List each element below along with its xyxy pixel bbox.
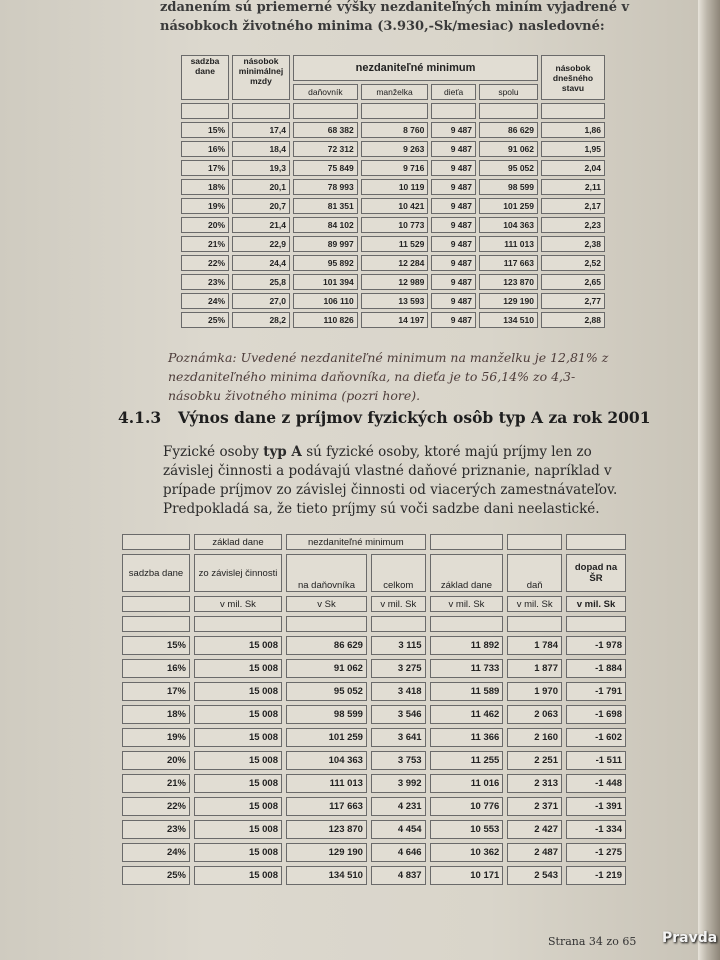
t1-cell-wife: 11 529 xyxy=(361,236,429,252)
t2-cell-tax: 2 543 xyxy=(507,866,562,885)
t1-cell-mult: 21,4 xyxy=(232,217,290,233)
t1-row xyxy=(181,236,605,252)
t2-cell-impact: -1 698 xyxy=(566,705,626,724)
t1-cell-rate: 17% xyxy=(181,160,229,176)
t1-cell-ratio: 2,38 xyxy=(541,236,605,252)
t1-cell-wife: 10 119 xyxy=(361,179,429,195)
t2-row xyxy=(122,751,626,770)
t2-cell-impact: -1 334 xyxy=(566,820,626,839)
t2-unit: v mil. Sk xyxy=(507,596,562,612)
t1-cell-rate: 25% xyxy=(181,312,229,328)
t1-cell-mult: 27,0 xyxy=(232,293,290,309)
t1-row xyxy=(181,141,605,157)
t2-header-dependent: zo závislej činnosti xyxy=(194,554,282,592)
t1-cell-wife: 9 263 xyxy=(361,141,429,157)
t1-cell-mult: 22,9 xyxy=(232,236,290,252)
t1-cell-mult: 19,3 xyxy=(232,160,290,176)
t1-cell-child: 9 487 xyxy=(431,293,476,309)
t2-cell-per: 98 599 xyxy=(286,705,367,724)
t2-cell-rate: 17% xyxy=(122,682,190,701)
t1-cell-mult: 28,2 xyxy=(232,312,290,328)
t1-row xyxy=(181,122,605,138)
t2-cell-dep: 15 008 xyxy=(194,797,282,816)
t2-cell-tax: 2 063 xyxy=(507,705,562,724)
t2-header-total: celkom xyxy=(371,554,426,592)
section-paragraph xyxy=(163,443,633,519)
t2-cell-impact: -1 602 xyxy=(566,728,626,747)
t1-cell-mult: 20,1 xyxy=(232,179,290,195)
t2-unit: v mil. Sk xyxy=(194,596,282,612)
t2-cell-tot: 3 753 xyxy=(371,751,426,770)
t2-cell-rate: 22% xyxy=(122,797,190,816)
t2-cell-tax: 1 970 xyxy=(507,682,562,701)
t1-cell-ratio: 1,95 xyxy=(541,141,605,157)
t2-cell-dep: 15 008 xyxy=(194,751,282,770)
t2-cell-base: 10 362 xyxy=(430,843,504,862)
t2-cell-tax: 2 313 xyxy=(507,774,562,793)
t2-cell-base: 11 733 xyxy=(430,659,504,678)
t1-cell-wife: 13 593 xyxy=(361,293,429,309)
t2-cell-per: 129 190 xyxy=(286,843,367,862)
intro-text: zdanením sú priemerné výšky nezdaniteľných miním vyjadrené v násobkoch životného minima (3.930,-Sk/mesiac) nasledovné: xyxy=(160,0,630,34)
t1-row xyxy=(181,255,605,271)
t1-cell-wife: 10 421 xyxy=(361,198,429,214)
t2-cell-rate: 15% xyxy=(122,636,190,655)
t2-cell-rate: 16% xyxy=(122,659,190,678)
t1-cell-total: 123 870 xyxy=(479,274,538,290)
t1-header-multiple-min-wage: násobok minimálnej mzdy xyxy=(232,55,290,100)
t1-cell-rate: 20% xyxy=(181,217,229,233)
t2-cell-tax: 2 427 xyxy=(507,820,562,839)
t1-header-total: spolu xyxy=(479,84,538,100)
t2-cell-impact: -1 275 xyxy=(566,843,626,862)
t1-cell-rate: 23% xyxy=(181,274,229,290)
t2-cell-tax: 1 784 xyxy=(507,636,562,655)
section-heading xyxy=(118,408,650,427)
t1-cell-ratio: 2,11 xyxy=(541,179,605,195)
t1-cell-mult: 17,4 xyxy=(232,122,290,138)
t2-cell-dep: 15 008 xyxy=(194,774,282,793)
tax-yield-table xyxy=(118,530,630,889)
t2-header-tax-base: základ dane xyxy=(430,554,504,592)
t2-cell-impact: -1 219 xyxy=(566,866,626,885)
t1-cell-child: 9 487 xyxy=(431,179,476,195)
t1-cell-taxpayer: 101 394 xyxy=(293,274,358,290)
t2-cell-per: 134 510 xyxy=(286,866,367,885)
t1-cell-taxpayer: 84 102 xyxy=(293,217,358,233)
t1-cell-child: 9 487 xyxy=(431,274,476,290)
t1-row xyxy=(181,274,605,290)
paragraph-bold: typ A xyxy=(263,444,302,460)
t1-row xyxy=(181,312,605,328)
t2-header-impact: dopad na ŠR xyxy=(566,554,626,592)
t1-cell-taxpayer: 110 826 xyxy=(293,312,358,328)
t1-cell-taxpayer: 89 997 xyxy=(293,236,358,252)
t1-cell-wife: 9 716 xyxy=(361,160,429,176)
t2-cell-per: 91 062 xyxy=(286,659,367,678)
t1-cell-total: 111 013 xyxy=(479,236,538,252)
t2-cell-tot: 4 646 xyxy=(371,843,426,862)
t2-cell-rate: 18% xyxy=(122,705,190,724)
t2-cell-dep: 15 008 xyxy=(194,843,282,862)
t1-cell-wife: 12 989 xyxy=(361,274,429,290)
t2-cell-tot: 3 418 xyxy=(371,682,426,701)
t2-unit: v mil. Sk xyxy=(430,596,504,612)
t1-cell-total: 86 629 xyxy=(479,122,538,138)
t2-cell-dep: 15 008 xyxy=(194,705,282,724)
t2-cell-tax: 2 160 xyxy=(507,728,562,747)
t2-spacer-row xyxy=(122,616,626,632)
t1-cell-rate: 24% xyxy=(181,293,229,309)
t2-cell-base: 11 462 xyxy=(430,705,504,724)
page-footer: Strana 34 zo 65 xyxy=(548,935,637,948)
t1-cell-taxpayer: 106 110 xyxy=(293,293,358,309)
t2-row xyxy=(122,705,626,724)
t2-cell-dep: 15 008 xyxy=(194,820,282,839)
t1-cell-total: 95 052 xyxy=(479,160,538,176)
t2-cell-dep: 15 008 xyxy=(194,682,282,701)
t1-cell-taxpayer: 72 312 xyxy=(293,141,358,157)
t1-header-child: dieťa xyxy=(431,84,476,100)
t2-cell-per: 111 013 xyxy=(286,774,367,793)
t1-cell-rate: 15% xyxy=(181,122,229,138)
t2-body xyxy=(122,636,626,885)
t2-cell-per: 104 363 xyxy=(286,751,367,770)
t2-cell-rate: 21% xyxy=(122,774,190,793)
t1-cell-total: 129 190 xyxy=(479,293,538,309)
t1-spacer-row xyxy=(181,103,605,119)
t1-cell-mult: 24,4 xyxy=(232,255,290,271)
t1-cell-wife: 12 284 xyxy=(361,255,429,271)
t2-cell-impact: -1 391 xyxy=(566,797,626,816)
t2-cell-tot: 3 992 xyxy=(371,774,426,793)
t2-row xyxy=(122,797,626,816)
watermark-logo: Pravda xyxy=(662,930,718,946)
t1-cell-child: 9 487 xyxy=(431,122,476,138)
t1-cell-total: 91 062 xyxy=(479,141,538,157)
t2-unit: v mil. Sk xyxy=(566,596,626,612)
t2-row xyxy=(122,843,626,862)
t2-row xyxy=(122,636,626,655)
t2-cell-impact: -1 884 xyxy=(566,659,626,678)
t2-cell-tax: 2 487 xyxy=(507,843,562,862)
t1-cell-taxpayer: 95 892 xyxy=(293,255,358,271)
t2-cell-per: 101 259 xyxy=(286,728,367,747)
t1-header-rate: sadzba dane xyxy=(181,55,229,100)
t2-cell-base: 11 892 xyxy=(430,636,504,655)
t1-header-multiple-living: násobok dnešného stavu xyxy=(541,55,605,100)
t2-cell-base: 10 171 xyxy=(430,866,504,885)
t1-cell-taxpayer: 81 351 xyxy=(293,198,358,214)
t1-cell-wife: 14 197 xyxy=(361,312,429,328)
t1-cell-rate: 18% xyxy=(181,179,229,195)
page-edge xyxy=(698,0,720,960)
t2-row xyxy=(122,728,626,747)
t2-cell-tot: 3 546 xyxy=(371,705,426,724)
t1-cell-ratio: 2,88 xyxy=(541,312,605,328)
t1-cell-ratio: 2,52 xyxy=(541,255,605,271)
t1-header-taxpayer: daňovník xyxy=(293,84,358,100)
t1-cell-total: 101 259 xyxy=(479,198,538,214)
t1-cell-taxpayer: 78 993 xyxy=(293,179,358,195)
t1-body xyxy=(181,122,605,328)
t1-cell-ratio: 2,23 xyxy=(541,217,605,233)
t2-header-per-taxpayer: na daňovníka xyxy=(286,554,367,592)
t2-cell-tot: 3 641 xyxy=(371,728,426,747)
t1-cell-taxpayer: 75 849 xyxy=(293,160,358,176)
note-text: Poznámka: Uvedené nezdaniteľné minimum na manželku je 12,81% z nezdaniteľného minima daňovníka, na dieťa je to 56,14% zo 4,3-násobku životného minima (pozri hore). xyxy=(168,350,609,403)
t2-row xyxy=(122,659,626,678)
t2-cell-dep: 15 008 xyxy=(194,728,282,747)
t2-cell-impact: -1 791 xyxy=(566,682,626,701)
t1-cell-wife: 8 760 xyxy=(361,122,429,138)
t2-cell-base: 11 016 xyxy=(430,774,504,793)
nontaxable-minimum-table xyxy=(178,52,608,331)
t1-cell-mult: 20,7 xyxy=(232,198,290,214)
t2-cell-rate: 19% xyxy=(122,728,190,747)
t1-row xyxy=(181,217,605,233)
t1-cell-ratio: 2,65 xyxy=(541,274,605,290)
t1-cell-child: 9 487 xyxy=(431,198,476,214)
t1-row xyxy=(181,179,605,195)
t1-cell-total: 98 599 xyxy=(479,179,538,195)
t1-cell-mult: 18,4 xyxy=(232,141,290,157)
t1-row xyxy=(181,160,605,176)
t2-row xyxy=(122,774,626,793)
t1-cell-ratio: 2,04 xyxy=(541,160,605,176)
t2-cell-tax: 2 371 xyxy=(507,797,562,816)
t2-cell-rate: 20% xyxy=(122,751,190,770)
t2-cell-dep: 15 008 xyxy=(194,659,282,678)
t2-cell-base: 10 553 xyxy=(430,820,504,839)
t1-cell-total: 104 363 xyxy=(479,217,538,233)
t2-cell-per: 117 663 xyxy=(286,797,367,816)
t1-cell-child: 9 487 xyxy=(431,236,476,252)
t1-row xyxy=(181,198,605,214)
t2-cell-base: 11 589 xyxy=(430,682,504,701)
t1-header-group: nezdaniteľné minimum xyxy=(293,55,538,81)
t1-cell-taxpayer: 68 382 xyxy=(293,122,358,138)
t2-cell-rate: 24% xyxy=(122,843,190,862)
t1-cell-child: 9 487 xyxy=(431,255,476,271)
t2-cell-dep: 15 008 xyxy=(194,636,282,655)
t1-cell-rate: 16% xyxy=(181,141,229,157)
t2-cell-tax: 1 877 xyxy=(507,659,562,678)
t1-cell-rate: 21% xyxy=(181,236,229,252)
t2-unit: v mil. Sk xyxy=(371,596,426,612)
t2-cell-tot: 4 231 xyxy=(371,797,426,816)
t1-cell-total: 134 510 xyxy=(479,312,538,328)
t2-row xyxy=(122,682,626,701)
t1-cell-child: 9 487 xyxy=(431,141,476,157)
t1-cell-child: 9 487 xyxy=(431,217,476,233)
t1-cell-ratio: 2,17 xyxy=(541,198,605,214)
paragraph-rest: sú fyzické osoby, ktoré majú príjmy len zo závislej činnosti a podávajú vlastné daňové priznanie, napríklad v prípade príjmov zo závislej činnosti od viacerých zamestnávateľov. Predpokladá sa, že tieto príjmy sú voči sadzbe dani neelastické. xyxy=(163,444,618,517)
t2-header-tax: daň xyxy=(507,554,562,592)
t2-unit: v Sk xyxy=(286,596,367,612)
t2-cell-base: 11 255 xyxy=(430,751,504,770)
t2-cell-base: 10 776 xyxy=(430,797,504,816)
t2-group-base: základ dane xyxy=(194,534,282,550)
section-title: Výnos dane z príjmov fyzických osôb typ A za rok 2001 xyxy=(177,408,651,427)
t2-cell-per: 123 870 xyxy=(286,820,367,839)
t2-cell-base: 11 366 xyxy=(430,728,504,747)
t2-cell-tot: 3 275 xyxy=(371,659,426,678)
t2-cell-tot: 4 837 xyxy=(371,866,426,885)
t2-cell-impact: -1 448 xyxy=(566,774,626,793)
t2-cell-impact: -1 978 xyxy=(566,636,626,655)
t1-cell-rate: 22% xyxy=(181,255,229,271)
t1-header-wife: manželka xyxy=(361,84,429,100)
section-number: 4.1.3 xyxy=(118,408,162,427)
t1-cell-child: 9 487 xyxy=(431,160,476,176)
t2-header-rate: sadzba dane xyxy=(122,554,190,592)
t2-cell-tax: 2 251 xyxy=(507,751,562,770)
t2-cell-rate: 25% xyxy=(122,866,190,885)
t1-cell-ratio: 1,86 xyxy=(541,122,605,138)
t2-row xyxy=(122,866,626,885)
t1-cell-wife: 10 773 xyxy=(361,217,429,233)
t2-cell-dep: 15 008 xyxy=(194,866,282,885)
t2-cell-tot: 4 454 xyxy=(371,820,426,839)
t2-cell-per: 86 629 xyxy=(286,636,367,655)
t2-cell-rate: 23% xyxy=(122,820,190,839)
t2-cell-per: 95 052 xyxy=(286,682,367,701)
paragraph-start: Fyzické osoby xyxy=(163,444,264,460)
t1-cell-mult: 25,8 xyxy=(232,274,290,290)
t1-row xyxy=(181,293,605,309)
t1-cell-child: 9 487 xyxy=(431,312,476,328)
t1-cell-ratio: 2,77 xyxy=(541,293,605,309)
t1-cell-rate: 19% xyxy=(181,198,229,214)
t2-cell-impact: -1 511 xyxy=(566,751,626,770)
t2-row xyxy=(122,820,626,839)
t2-group-minimum: nezdaniteľné minimum xyxy=(286,534,426,550)
t1-cell-total: 117 663 xyxy=(479,255,538,271)
t2-cell-tot: 3 115 xyxy=(371,636,426,655)
